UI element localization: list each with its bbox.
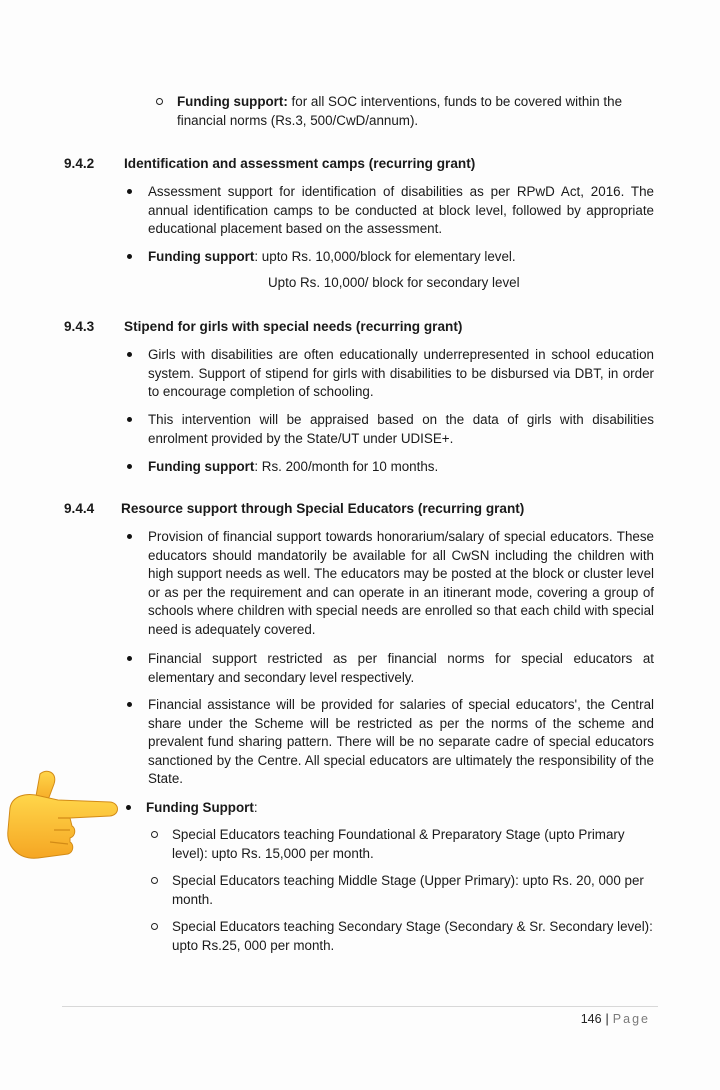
- bullet-item: Financial assistance will be provided for salaries of special educators', the Central share under the Scheme will be restricted as per the norms of the scheme and prevalent fund sharing pattern. There will be no separate cadre of special educators sanctioned by the Centre. All special educators are ultimately the responsibility of the State.: [148, 696, 654, 789]
- bullet-item: Girls with disabilities are often educationally underrepresented in school education system. Support of stipend for girls with disabilities to be disbursed via DBT, in order to encourage completion of schooling.: [148, 346, 654, 402]
- funding-text: : Rs. 200/month for 10 months.: [254, 459, 439, 474]
- funding-label: Funding Support: [146, 800, 254, 815]
- bullet-dot-icon: [127, 254, 132, 259]
- funding-label: Funding support: [148, 249, 255, 264]
- page-number: 146: [580, 1012, 602, 1026]
- hollow-bullet-icon: [151, 877, 158, 884]
- bullet-item: Funding Support:: [146, 799, 652, 818]
- bullet-item: Provision of financial support towards honorarium/salary of special educators. These educators should mandatorily be available for all CwSN including the children with high support needs as well. The educators may be posted at the block or cluster level or as per the requirement and can operate in an itinerant mode, covering a group of schools where children with special needs are enrolled so that each child with special need is adequately covered.: [148, 528, 654, 639]
- section-title: Resource support through Special Educators (recurring grant): [121, 501, 525, 516]
- bullet-item: Assessment support for identification of disabilities as per RPwD Act, 2016. The annual identification camps to be conducted at block level, followed by appropriate educational placement based on the assessment.: [148, 183, 654, 239]
- section-number: 9.4.4: [64, 501, 95, 516]
- sub-list-item: Special Educators teaching Middle Stage (Upper Primary): upto Rs. 20, 000 per month.: [172, 871, 654, 909]
- funding-label: Funding support: [148, 459, 255, 474]
- page-word: Page: [612, 1012, 650, 1026]
- sub-list-item: Special Educators teaching Secondary Stage (Secondary & Sr. Secondary level): upto Rs.25, 000 per month.: [172, 917, 654, 955]
- bullet-dot-icon: [127, 189, 132, 194]
- bullet-item: Financial support restricted as per financial norms for special educators at elementary and secondary level respectively.: [148, 650, 654, 687]
- bullet-item: [148, 458, 654, 477]
- section-title: Stipend for girls with special needs (recurring grant): [124, 319, 463, 334]
- funding-text: for all SOC interventions, funds to be covered within the financial norms (Rs.3, 500/CwD/annum).: [177, 94, 623, 128]
- pointing-hand-icon: [0, 766, 124, 864]
- section-title: Identification and assessment camps (recurring grant): [124, 156, 476, 171]
- bullet-dot-icon: [127, 702, 132, 707]
- bullet-dot-icon: [127, 656, 132, 661]
- soc-funding-item: [177, 92, 657, 130]
- bullet-dot-icon: [127, 352, 132, 357]
- bullet-dot-icon: [126, 805, 131, 810]
- hollow-bullet-icon: [151, 831, 158, 838]
- bullet-item: [148, 248, 654, 267]
- bullet-dot-icon: [127, 417, 132, 422]
- funding-label: Funding support:: [177, 94, 288, 109]
- section-number: 9.4.3: [64, 319, 95, 334]
- bullet-item: This intervention will be appraised based on the data of girls with disabilities enrolment provided by the State/UT under UDISE+.: [148, 411, 654, 448]
- bullet-dot-icon: [127, 464, 132, 469]
- secondary-level-line: Upto Rs. 10,000/ block for secondary level: [268, 275, 520, 290]
- sub-list-item: Special Educators teaching Foundational & Preparatory Stage (upto Primary level): upto Rs. 15,000 per month.: [172, 825, 654, 863]
- hollow-bullet-icon: [156, 98, 163, 105]
- footer-divider: [62, 1006, 658, 1007]
- section-number: 9.4.2: [64, 156, 95, 171]
- page-footer: 146 | Page: [580, 1012, 650, 1026]
- bullet-dot-icon: [127, 534, 132, 539]
- hollow-bullet-icon: [151, 923, 158, 930]
- funding-text: : upto Rs. 10,000/block for elementary level.: [254, 249, 516, 264]
